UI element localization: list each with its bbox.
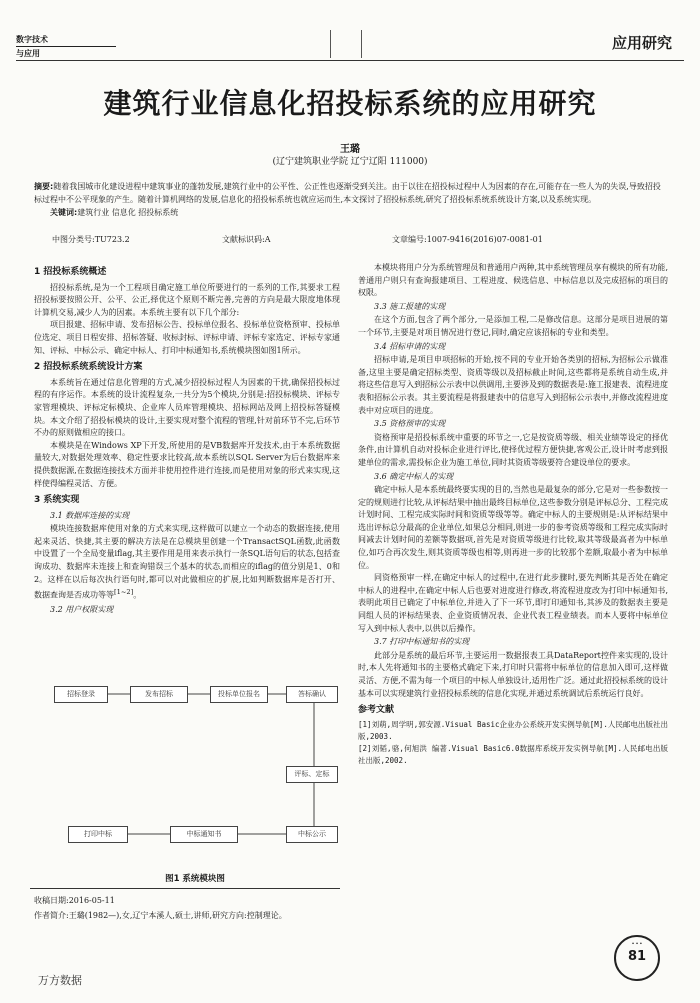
page-number-badge: [614, 935, 660, 981]
figure-caption: 图1 系统模块图: [165, 874, 225, 884]
paragraph: 本系统旨在通过信息化管理的方式,减少招投标过程人为因素的干扰,确保招投标过程的有序运作。本系统的设计流程复杂,一共分为5个模块,分别是:招投标模块、评标专家管理模块、评标定标模块、企业库人员库管理模块、招标网站及网上招投标答疑模块。本文介绍了招投标模块的设计,主要实现对整个流程的管理,针对前环节不完,后环节不办的原则做相应的接口。: [34, 377, 340, 438]
article-number: 文章编号:1007-9416(2016)07-0081-01: [392, 235, 543, 244]
journal-line1: 数字技术: [16, 34, 116, 47]
diagram-box: 中标通知书: [170, 826, 238, 843]
diagram-box: 打印中标: [68, 826, 128, 843]
paragraph: 资格预审是招投标系统中重要的环节之一,它是按资质等级、相关业绩等设定的择优条件,由计算机自动对投标企业进行评比,使择优过程方便快捷,客观公正,设计时考虑到报建单位的需求,需投标企业为施工单位,同时其资质等级要符合建设单位的要求。: [358, 432, 668, 467]
diagram-box: 答标确认: [286, 686, 338, 703]
paragraph: 本模块将用户分为系统管理员和普通用户两种,其中系统管理员享有模块的所有功能,普通用户则只有查询报建项目、工程进度、候选信息、中标信息以及完成招标的项目的权限。: [358, 263, 668, 298]
system-module-diagram: [50, 676, 340, 866]
subsection-heading: 3.1 数据库连接的实现: [50, 510, 130, 520]
abstract-text: 随着我国城市化建设进程中建筑事业的蓬勃发展,建筑行业中的公平性、公正性也逐渐受到关注。由于以往在招投标过程中人为因素的存在,可能存在一些人为的失误,导致招投标过程中不公平现象的产生。随着计算机网络的发展,信息化的招投标系统也就应运而生,本文探讨了招投标系统,研究了招投标系统系统设计方案,以及系统实现。: [34, 182, 661, 204]
paragraph-text: 模块连接数据库使用对象的方式来实现,这样做可以建立一个动态的数据连接,使用起来灵活、快捷,其主要的解决方法是在总模块里创建一个TransactSQL函数,此函数中设置了一个全局变量iflag,其主要作用是用来表示执行一条SQL语句后的状态,包括查询成功、数据库未连接上和查询错误三个基本的状态,而相应的iflag的值分别是1、0和2。这样在以后每次执行语句时,都可以对此做相应的扩展,比如判断数据库是否打开、数据查询是否成功等等: [34, 524, 340, 600]
watermark: 万方数据: [38, 974, 82, 987]
section-title: 应用研究: [611, 34, 672, 52]
header-rule: [16, 60, 684, 61]
left-column: [34, 262, 340, 617]
paragraph: 同资格预审一样,在确定中标人的过程中,在进行此步骤时,要先判断其是否处在确定中标人的进程中,在确定中标人后也要对进度进行修改,将流程进度改为打印中标通知书,表明此项目已确定了中标单位,并进入了下一环节,即打印通知书,其涉及的数据表主要是同组人员的评标结果表、企业资质情况表、企业代表工程业绩表。而本人要将中标单位写入到中标人表中,以供以后操作。: [358, 573, 668, 633]
keywords-label: 关键词:: [50, 208, 78, 217]
subsection-heading: 3.3 施工报建的实现: [374, 301, 446, 311]
header-marks: [330, 30, 362, 58]
paragraph: 本模块是在Windows XP下开发,所使用的是VB数据库开发技术,由于本系统数据量较大,对数据处理效率、稳定性要求比较高,故本系统以SQL Server为后台数据库来提供数据源,在数据连接技术方面并非使用控件进行连接,而是使用对象的形式来实现,这样使得编程灵活、方便。: [34, 440, 340, 488]
journal-line2: 与应用: [16, 49, 40, 58]
section-heading: 2 招投标系统系统设计方案: [34, 362, 143, 373]
paragraph: 招标申请,是项目申项招标的开始,按不同的专业开始各类别的招标,为招标公示做准备,这里主要是确定招标类型、资质等级以及招标截止时间,这些都将是系统自动生成,并将这些信息写入到招标公示表中以供调用,主要涉及到的数据表是:施工报建表、流程进度表和招标公示表。其主要流程是将报建表中的信息写入到招标公示表中,并修改流程进度表中对应项目的进度。: [358, 355, 668, 415]
badge-ring: • • •: [631, 941, 643, 946]
paragraph: 此部分是系统的最后环节,主要运用一数据报表工具DataReport控件来实现的,设计时,本人先将通知书的主要格式确定下来,打印时只需将中标单位的信息加入即可,这样做灵活、方便,不需为每一个项目的中标人单独设计,适用性广泛。通过此招投标系统的设计基本可以实现建筑行业招投标系统的信息化实现,并通过系统调试后系统运行良好。: [358, 650, 668, 698]
subsection-heading: 3.6 确定中标人的实现: [374, 471, 454, 481]
subsection-heading: 3.4 招标申请的实现: [374, 341, 446, 351]
paragraph: 确定中标人是本系统最终要实现的目的,当然也是最复杂的部分,它是对一些参数按一定的规则进行比较,从评标结果中抽出最终目标单位,这些参数分别是评标总分、工程完成计划时间、工程完成实际时间和资质等级等等。确定中标人的主要规则是:从评标结果中选出评标总分最高的企业单位,如果总分相同,则进一步的参考资质等级和工程完成实际时间减去计划时间的差额等数据项,首先是对资质等级进行比较,取其等级最高者为中标单位,如巧合再次发生,则其资质等级也相等,则再进一步的比较那个差额,取最小者为中标单位。: [358, 485, 668, 570]
document-code: 文献标识码:A: [222, 235, 271, 244]
diagram-box: 评标、定标: [286, 766, 338, 783]
paragraph: 招投标系统,是为一个工程项目确定施工单位所要进行的一系列的工作,其要求工程招投标要按照公开、公平、公正,择优这个原则不断完善,完善的方向是最大限度地体现计算机交易,减少人为的因素。本系统主要有以下几个部分:: [34, 282, 340, 317]
paper-title: 建筑行业信息化招投标系统的应用研究: [103, 87, 597, 120]
subsection-heading: 3.2 用户权限实现: [50, 604, 114, 614]
diagram-box: 发布招标: [130, 686, 188, 703]
keywords: 建筑行业 信息化 招投标系统: [77, 208, 179, 217]
diagram-box: 投标单位报名: [210, 686, 268, 703]
section-heading: 1 招投标系统概述: [34, 267, 107, 277]
received-date: 收稿日期:2016-05-11: [34, 896, 115, 905]
references-heading: 参考文献: [358, 705, 395, 716]
diagram-box: 中标公示: [286, 826, 338, 843]
affiliation: (辽宁建筑职业学院 辽宁辽阳 111000): [272, 157, 428, 167]
clc-number: 中图分类号:TU723.2: [52, 235, 130, 244]
right-column: [358, 262, 668, 767]
journal-name: [16, 34, 116, 59]
diagram-box: 招标登录: [54, 686, 108, 703]
citation: [1~2]: [114, 588, 134, 597]
footnote-rule: [30, 888, 340, 889]
paragraph: 项目报建、招标申请、发布招标公告、投标单位报名、投标单位资格预审、投标单位选定、项目日程安排、招标答疑、收标封标、评标申请、评标专家选定、评标专家通知、评标、中标公示、确定中标人、打印中标通知书,系统模块图如图1所示。: [34, 320, 340, 355]
paragraph-end: 。: [133, 590, 142, 600]
subsection-heading: 3.5 资格预审的实现: [374, 419, 446, 429]
paragraph: 在这个方面,包含了两个部分,一是添加工程,二是修改信息。这部分是项目进展的第一个环节,主要是对项目情况进行登记,同时,确定应该招标的专业和类型。: [358, 315, 668, 337]
author-bio: 作者简介:王璐(1982—),女,辽宁本溪人,硕士,讲师,研究方向:控制理论。: [34, 911, 287, 920]
paragraph: [34, 523, 340, 602]
reference-item: [2]刘韬,骆,何旭洪 编著.Visual Basic6.0数据库系统开发实例导航[M].人民邮电出版社出版,2002.: [358, 743, 668, 765]
section-heading: 3 系统实现: [34, 495, 80, 506]
abstract: [34, 180, 666, 219]
subsection-heading: 3.7 打印中标通知书的实现: [374, 637, 470, 647]
abstract-label: 摘要:: [34, 182, 54, 191]
reference-item: [1]刘萌,周学明,郭安源.Visual Basic企业办公系统开发实例导航[M].人民邮电出版社出版,2003.: [358, 719, 668, 741]
author: 王璐: [340, 144, 360, 155]
page-number: 81: [627, 949, 647, 964]
